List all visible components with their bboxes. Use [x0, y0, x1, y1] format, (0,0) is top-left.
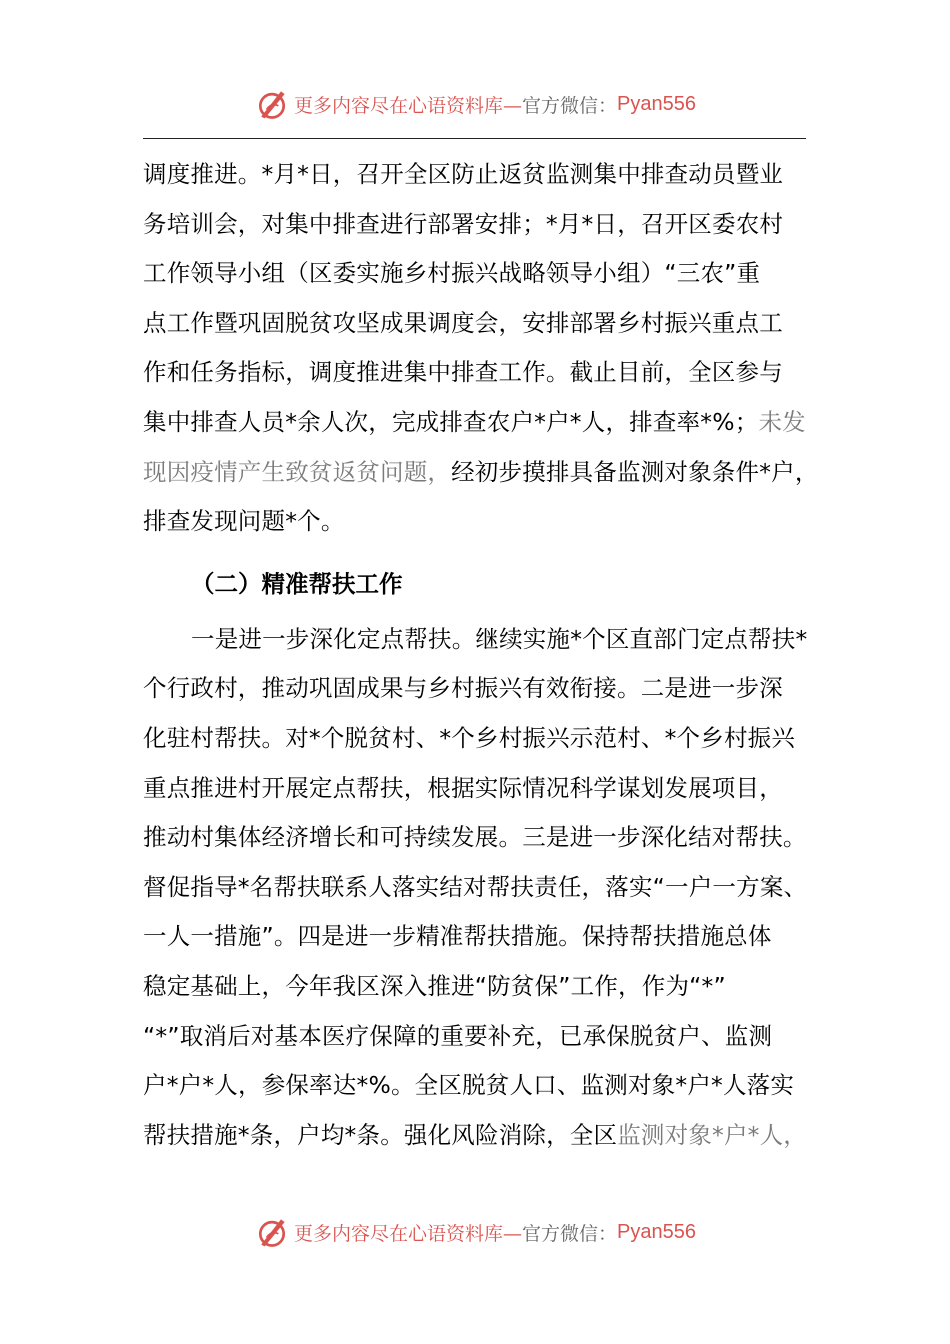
text-line: 重点推进村开展定点帮扶，根据实际情况科学谋划发展项目， [143, 773, 783, 802]
text-line: 稳定基础上，今年我区深入推进“防贫保”工作，作为“*” [143, 971, 726, 1000]
text-line: 推动村集体经济增长和可持续发展。三是进一步深化结对帮扶。 [143, 823, 807, 852]
paragraph-1 [143, 150, 823, 547]
text-line: 督促指导*名帮扶联系人落实结对帮扶责任，落实“一户一方案、 [143, 872, 808, 901]
page-footer [0, 1212, 950, 1252]
text-line: 户*户*人，参保率达*%。全区脱贫人口、监测对象*户*人落实 [143, 1071, 795, 1100]
text-line: 一人一措施”。四是进一步精准帮扶措施。保持帮扶措施总体 [143, 922, 772, 951]
brand-text: 更多内容尽在心语资料库— [294, 94, 523, 117]
text-line: 作和任务指标，调度推进集中排查工作。截止目前，全区参与 [143, 358, 783, 387]
paragraph-2 [143, 615, 823, 1161]
text-line: 一是进一步深化定点帮扶。继续实施*个区直部门定点帮扶* [191, 624, 808, 653]
pen-seal-logo-icon [254, 86, 290, 122]
wechat-id: Pyan556 [617, 1220, 696, 1243]
page-header [0, 84, 950, 124]
text-line: 务培训会，对集中排查进行部署安排；*月*日，召开区委农村 [143, 209, 784, 238]
text-span-gray: 现因疫情产生致贫返贫问题， [143, 457, 452, 486]
text-line [143, 448, 823, 498]
text-line: 调度推进。*月*日，召开全区防止返贫监测集中排查动员暨业 [143, 160, 784, 188]
text-line: 个行政村，推动巩固成果与乡村振兴有效衔接。二是进一步深 [143, 674, 783, 703]
text-line: 化驻村帮扶。对*个脱贫村、*个乡村振兴示范村、*个乡村振兴 [143, 723, 796, 752]
text-line: “*”取消后对基本医疗保障的重要补充，已承保脱贫户、监测 [143, 1021, 773, 1050]
wechat-label: 官方微信： [522, 94, 618, 117]
text-line: 点工作暨巩固脱贫攻坚成果调度会，安排部署乡村振兴重点工 [143, 308, 783, 337]
brand-banner [254, 86, 696, 122]
text-span-gray: 监测对象*户*人， [617, 1120, 808, 1149]
text-span: 帮扶措施*条，户均*条。强化风险消除，全区 [143, 1120, 618, 1149]
text-span: 集中排查人员*余人次，完成排查农户*户*人，排查率*%； [143, 407, 759, 436]
section-heading: （二）精准帮扶工作 [191, 569, 403, 598]
text-span: 经初步摸排具备监测对象条件*户， [451, 457, 819, 486]
brand-banner [254, 1214, 696, 1250]
text-line: 工作领导小组（区委实施乡村振兴战略领导小组）“三农”重 [143, 259, 761, 288]
header-divider [143, 138, 806, 139]
pen-seal-logo-icon [254, 1214, 290, 1250]
text-line: 排查发现问题*个。 [143, 507, 345, 536]
brand-text: 更多内容尽在心语资料库— [294, 1222, 523, 1245]
document-body [143, 150, 823, 1160]
text-line [143, 398, 823, 448]
text-span-gray: 未发 [758, 407, 806, 436]
text-line [143, 1111, 823, 1161]
wechat-label: 官方微信： [522, 1222, 618, 1245]
wechat-id: Pyan556 [617, 92, 696, 115]
